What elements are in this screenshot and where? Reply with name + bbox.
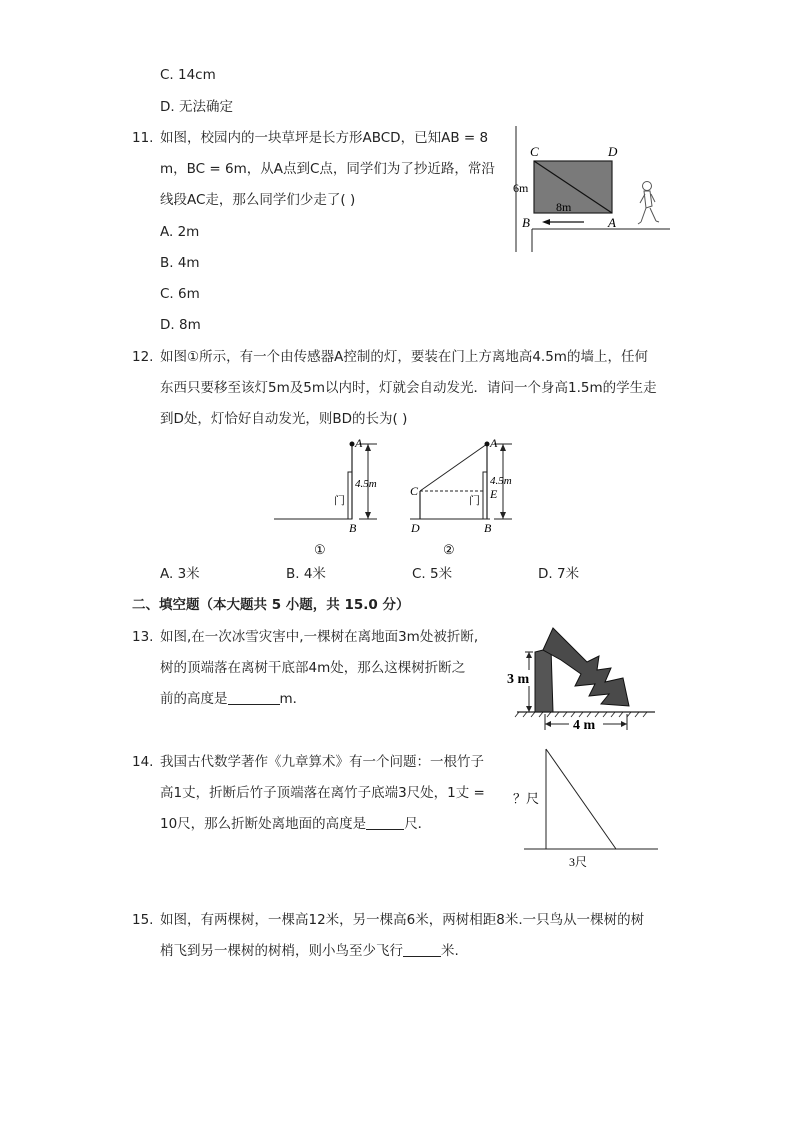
q12-option-d: D. 7米 xyxy=(538,566,580,582)
fig2-label-b: B xyxy=(484,521,492,535)
label-8m: 8m xyxy=(556,200,572,214)
q11-number: 11. xyxy=(132,130,154,146)
q15-text-line2-pre: 梢飞到另一棵树的树梢，则小鸟至少飞行 xyxy=(160,943,403,959)
fig1-label-door: 门 xyxy=(334,495,345,507)
q13-label-3m: 3 m xyxy=(507,672,530,687)
q15-text-line1: 如图，有两棵树，一棵高12米，另一棵高6米，两树相距8米.一只鸟从一棵树的树 xyxy=(160,912,645,928)
label-6m: 6m xyxy=(513,181,529,195)
q13-text-line1: 如图,在一次冰雪灾害中,一棵树在离地面3m处被折断, xyxy=(160,629,479,645)
q11-option-c: C. 6m xyxy=(160,286,200,302)
q10-option-c: C. 14cm xyxy=(160,67,216,83)
q15-text-line2 xyxy=(160,941,459,961)
walking-person-icon xyxy=(638,182,659,225)
q11-text-line1: 如图，校园内的一块草坪是长方形ABCD，已知AB = 8 xyxy=(160,130,489,146)
q12-option-b: B. 4米 xyxy=(286,566,326,582)
q11-option-a: A. 2m xyxy=(160,224,200,240)
q12-figures xyxy=(268,432,528,562)
q12-text-line1: 如图①所示，有一个由传感器A控制的灯，要装在门上方离地高4.5m的墙上，任何 xyxy=(160,349,648,365)
q11-text-line2: m，BC = 6m，从A点到C点，同学们为了抄近路，常沿 xyxy=(160,161,495,177)
fig2-label-a: A xyxy=(490,436,498,450)
q14-label-base: 3尺 xyxy=(569,855,588,869)
q14-bamboo-figure xyxy=(510,745,660,875)
q14-label-unknown: ？尺 xyxy=(513,791,540,806)
q13-text-line3-post: m． xyxy=(279,691,307,707)
q15-number: 15. xyxy=(132,912,154,928)
fig2-label-door: 门 xyxy=(469,495,480,507)
q12-figure-2 xyxy=(410,436,512,557)
fallen-tree-top xyxy=(543,628,629,706)
fig2-label-height: 4.5m xyxy=(490,475,512,487)
label-b: B xyxy=(522,215,530,230)
q11-option-d: D. 8m xyxy=(160,317,201,333)
q13-answer-blank[interactable] xyxy=(228,690,280,705)
q12-number: 12. xyxy=(132,349,154,365)
fig1-label-b: B xyxy=(349,521,357,535)
q14-text-line1: 我国古代数学著作《九章算术》有一个问题：一根竹子 xyxy=(160,754,484,770)
label-c: C xyxy=(530,144,539,159)
q12-text-line3: 到D处，灯恰好自动发光，则BD的长为( ) xyxy=(160,411,408,427)
q15-answer-blank[interactable] xyxy=(403,942,441,957)
q13-text-line3 xyxy=(160,689,306,709)
fig2-caption: ② xyxy=(443,542,455,557)
q10-option-d: D. 无法确定 xyxy=(160,99,233,115)
fig1-caption: ① xyxy=(314,542,326,557)
q12-option-a: A. 3米 xyxy=(160,566,200,582)
q11-lawn-figure xyxy=(510,124,670,256)
q15-text-line2-post: 米. xyxy=(441,943,459,959)
q12-option-c: C. 5米 xyxy=(412,566,453,582)
tree-trunk xyxy=(535,648,553,712)
q14-text-line2: 高1丈，折断后竹子顶端落在离竹子底端3尺处，1丈 = xyxy=(160,785,485,801)
q14-text-line3 xyxy=(160,814,431,834)
fig2-label-d: D xyxy=(411,521,420,535)
q13-number: 13. xyxy=(132,629,154,645)
arrow-left-icon xyxy=(542,219,550,225)
q13-text-line3-pre: 前的高度是 xyxy=(160,691,228,707)
q12-text-line2: 东西只要移至该灯5m及5m以内时，灯就会自动发光．请问一个身高1.5m的学生走 xyxy=(160,380,657,396)
q13-label-4m: 4 m xyxy=(573,718,596,733)
q14-text-line3-post: 尺． xyxy=(404,816,432,832)
q14-text-line3-pre: 10尺，那么折断处离地面的高度是 xyxy=(160,816,367,832)
fig2-label-e: E xyxy=(490,487,498,501)
q12-figure-1 xyxy=(274,436,377,557)
fig1-label-a: A xyxy=(355,436,363,450)
q11-option-b: B. 4m xyxy=(160,255,200,271)
q14-answer-blank[interactable] xyxy=(366,815,404,830)
q13-broken-tree-figure xyxy=(505,622,660,734)
q14-number: 14. xyxy=(132,754,154,770)
q13-text-line2: 树的顶端落在离树干底部4m处，那么这棵树折断之 xyxy=(160,660,466,676)
label-a: A xyxy=(608,215,616,230)
fig1-label-height: 4.5m xyxy=(355,478,377,490)
q11-text-line3: 线段AC走，那么同学们少走了( ) xyxy=(160,192,356,208)
fig2-label-c: C xyxy=(410,484,419,498)
sensor-a-dot xyxy=(350,442,355,447)
label-d: D xyxy=(608,144,618,159)
section-fill-in-heading: 二、填空题（本大题共 5 小题，共 15.0 分） xyxy=(132,597,410,613)
